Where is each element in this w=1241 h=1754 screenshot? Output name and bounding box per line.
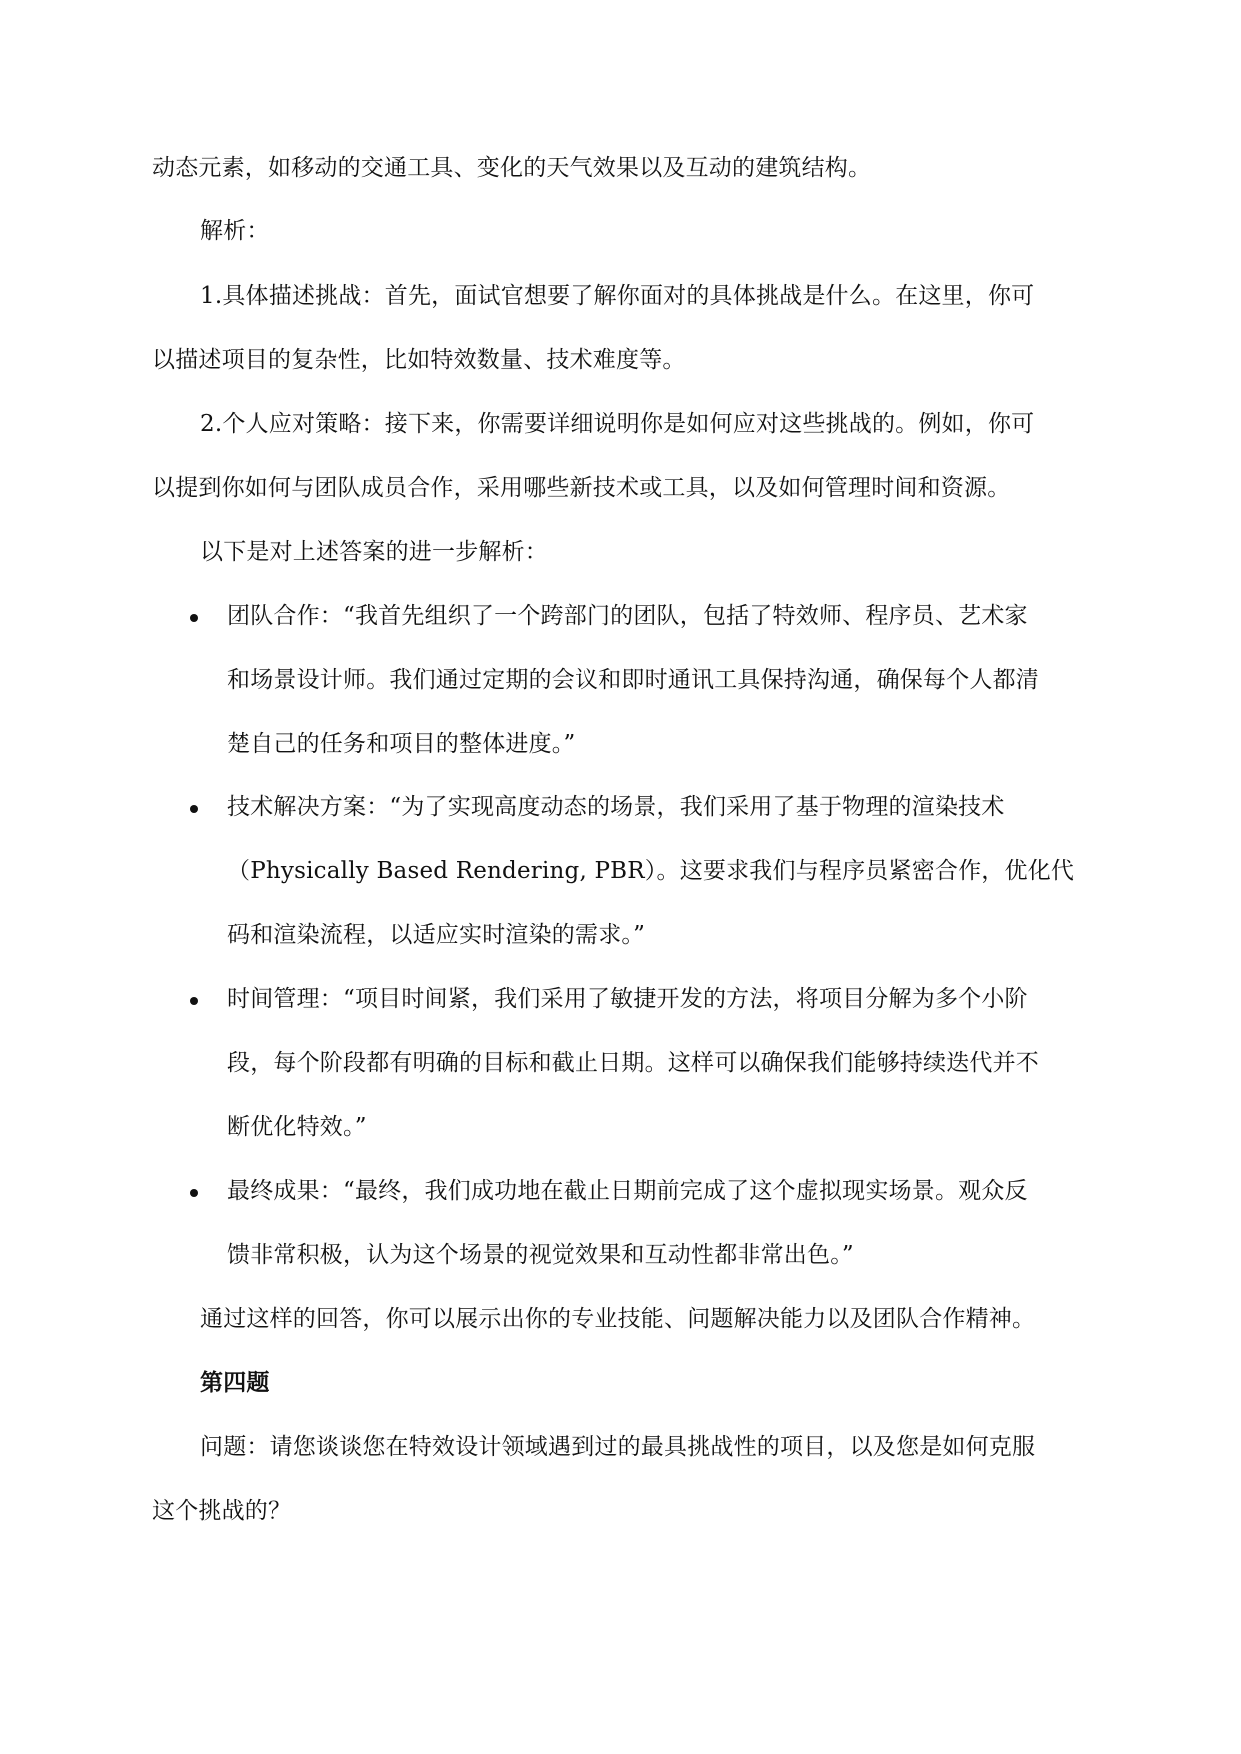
further-analysis-label: 以下是对上述答案的进一步解析： (200, 539, 548, 565)
bullet3-line3: 断优化特效。” (227, 1114, 367, 1140)
paragraph-intro: 动态元素，如移动的交通工具、变化的天气效果以及互动的建筑结构。 (152, 155, 872, 181)
bullet-dot-1 (190, 614, 198, 622)
bullet1-line2: 和场景设计师。我们通过定期的会议和即时通讯工具保持沟通，确保每个人都清 (227, 667, 1039, 693)
bullet2-line2: （Physically Based Rendering, PBR）。这要求我们与程序员紧密合作，优化代 (227, 858, 1075, 884)
point1-line2: 以描述项目的复杂性，比如特效数量、技术难度等。 (152, 347, 686, 373)
point1-line1: 1.具体描述挑战：首先，面试官想要了解你面对的具体挑战是什么。在这里，你可 (200, 283, 1035, 309)
bullet-dot-2 (190, 805, 198, 813)
point2-line1: 2.个人应对策略：接下来，你需要详细说明你是如何应对这些挑战的。例如，你可 (200, 411, 1035, 437)
bullet2-line3: 码和渲染流程，以适应实时渲染的需求。” (227, 922, 646, 948)
bullet-dot-4 (190, 1189, 198, 1197)
bullet1-line1: 团队合作：“我首先组织了一个跨部门的团队，包括了特效师、程序员、艺术家 (227, 603, 1028, 629)
bullet2-line1: 技术解决方案：“为了实现高度动态的场景，我们采用了基于物理的渲染技术 (227, 794, 1005, 820)
bullet4-line2: 馈非常积极，认为这个场景的视觉效果和互动性都非常出色。” (227, 1242, 854, 1268)
bullet4-line1: 最终成果：“最终，我们成功地在截止日期前完成了这个虚拟现实场景。观众反 (227, 1178, 1028, 1204)
bullet3-line1: 时间管理：“项目时间紧，我们采用了敏捷开发的方法，将项目分解为多个小阶 (227, 986, 1028, 1012)
point2-line2: 以提到你如何与团队成员合作，采用哪些新技术或工具，以及如何管理时间和资源。 (152, 475, 1011, 501)
question-line1: 问题：请您谈谈您在特效设计领域遇到过的最具挑战性的项目，以及您是如何克服 (200, 1434, 1036, 1460)
bullet3-line2: 段，每个阶段都有明确的目标和截止日期。这样可以确保我们能够持续迭代并不 (227, 1050, 1039, 1076)
question-line2: 这个挑战的？ (152, 1498, 292, 1524)
section-heading: 第四题 (200, 1369, 270, 1396)
bullet1-line3: 楚自己的任务和项目的整体进度。” (227, 731, 576, 757)
bullet-dot-3 (190, 997, 198, 1005)
conclusion-paragraph: 通过这样的回答，你可以展示出你的专业技能、问题解决能力以及团队合作精神。 (200, 1306, 1036, 1332)
analysis-label: 解析： (200, 218, 270, 244)
